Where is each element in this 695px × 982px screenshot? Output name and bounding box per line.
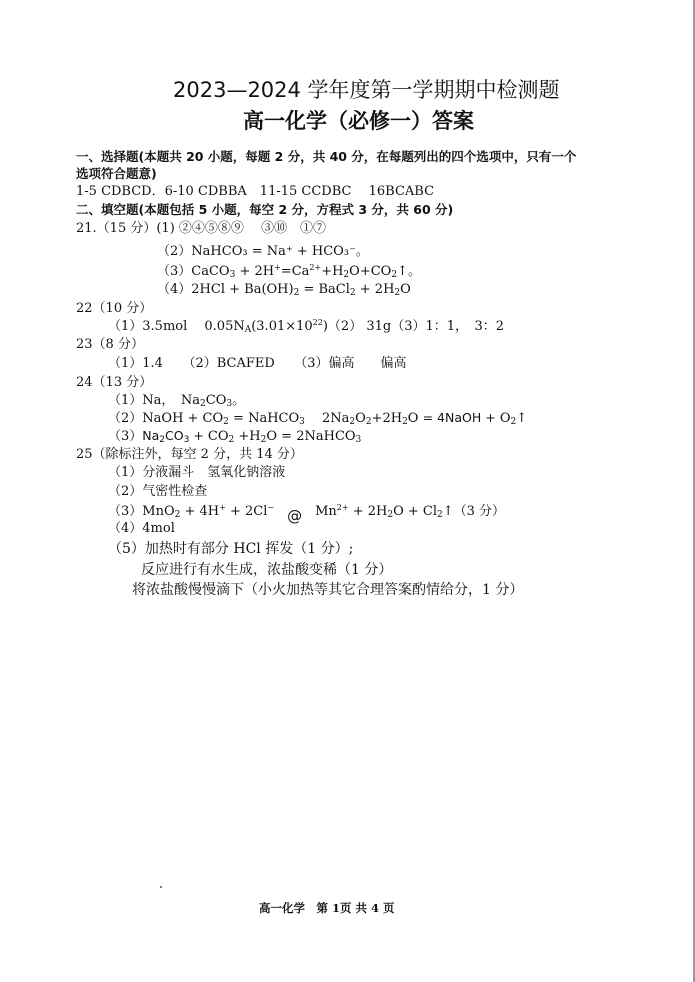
q21-part3: （3）CaCO$_3$ + $2H^+=Ca^{2+}+H_2O+CO_2↑$。 bbox=[157, 263, 421, 280]
section1-heading-cont: 选项符合题意) bbox=[76, 166, 157, 181]
page-footer: 高一化学 第 1页 共 4 页 bbox=[259, 901, 395, 915]
document-title: 2023—2024 学年度第一学期期中检测题 bbox=[173, 78, 560, 102]
q25-part1: （1）分液漏斗 氢氧化钠溶液 bbox=[108, 465, 286, 480]
q25-part5-line3: 将浓盐酸慢慢滴下（小火加热等其它合理答案酌情给分，1 分） bbox=[132, 582, 524, 598]
q24-part1: （1）Na， $Na_2CO_3$。 bbox=[108, 393, 246, 409]
q24-header: 24（13 分） bbox=[76, 375, 153, 390]
q25-part2: （2）气密性检查 bbox=[108, 484, 208, 499]
choice-answers: 1-5 CDBCD．6-10 CDBBA 11-15 CCDBC 16BCABC bbox=[76, 184, 435, 199]
q25-part5-line2: 反应进行有水生成，浓盐酸变稀（1 分） bbox=[141, 562, 393, 578]
q25-part3: （3）MnO$_2$ + 4H+ + 2Cl− @ $Mn^{2+} + 2H_2O$ + $Cl_2↑(3$ 分） bbox=[108, 503, 506, 525]
q25-header: 25（除标注外，每空 2 分，共 14 分） bbox=[76, 447, 303, 462]
q24-part3: $(3)Na_2CO_3 + CO_2 +H_2O$ = 2NaHCO$_3$ bbox=[108, 428, 362, 445]
q23-answers: （1）1.4 （2）BCAFED （3）偏高 偏高 bbox=[108, 356, 407, 371]
q21-part4: $(4)2HCl + Ba(OH)_2$ = BaCl$_2$ + $2H_2O$ bbox=[157, 282, 411, 298]
section1-heading: 一、选择题(本题共 20 小题，每题 2 分，共 40 分，在每题列出的四个选项中，只有一个 bbox=[76, 149, 577, 164]
q22-header: 22（10 分） bbox=[76, 301, 153, 316]
q23-header: 23（8 分） bbox=[76, 337, 144, 352]
q24-part2: （2）NaOH + $CO_2$ = NaHCO$_3$ $2Na_2O_2+2H_2O$ = 4NaOH + $O_2↑$ bbox=[108, 410, 528, 427]
q21-header: 21.（15 分）(1) ②④⑤⑧⑨ ③⑩ ①⑦ bbox=[76, 221, 327, 236]
q22-answers: （1）3.5mol $0.05N_A(3.01\times 10^{22})(2)$ 31g（3）1：1， 3：2 bbox=[108, 318, 505, 335]
heat-condition-mark: @ bbox=[287, 507, 303, 525]
section2-heading: 二、填空题(本题包括 5 小题，每空 2 分，方程式 3 分，共 60 分) bbox=[76, 202, 454, 217]
q25-part5-line1: （5）加热时有部分 HCl 挥发（1 分）; bbox=[108, 541, 354, 557]
document-subtitle: 高一化学（必修一）答案 bbox=[243, 109, 474, 133]
q25-part4: （4）4mol bbox=[108, 521, 175, 536]
scan-speck bbox=[160, 886, 162, 888]
q21-part2: （2）NaHCO₃ = Na⁺ + HCO₃⁻。 bbox=[157, 244, 369, 259]
